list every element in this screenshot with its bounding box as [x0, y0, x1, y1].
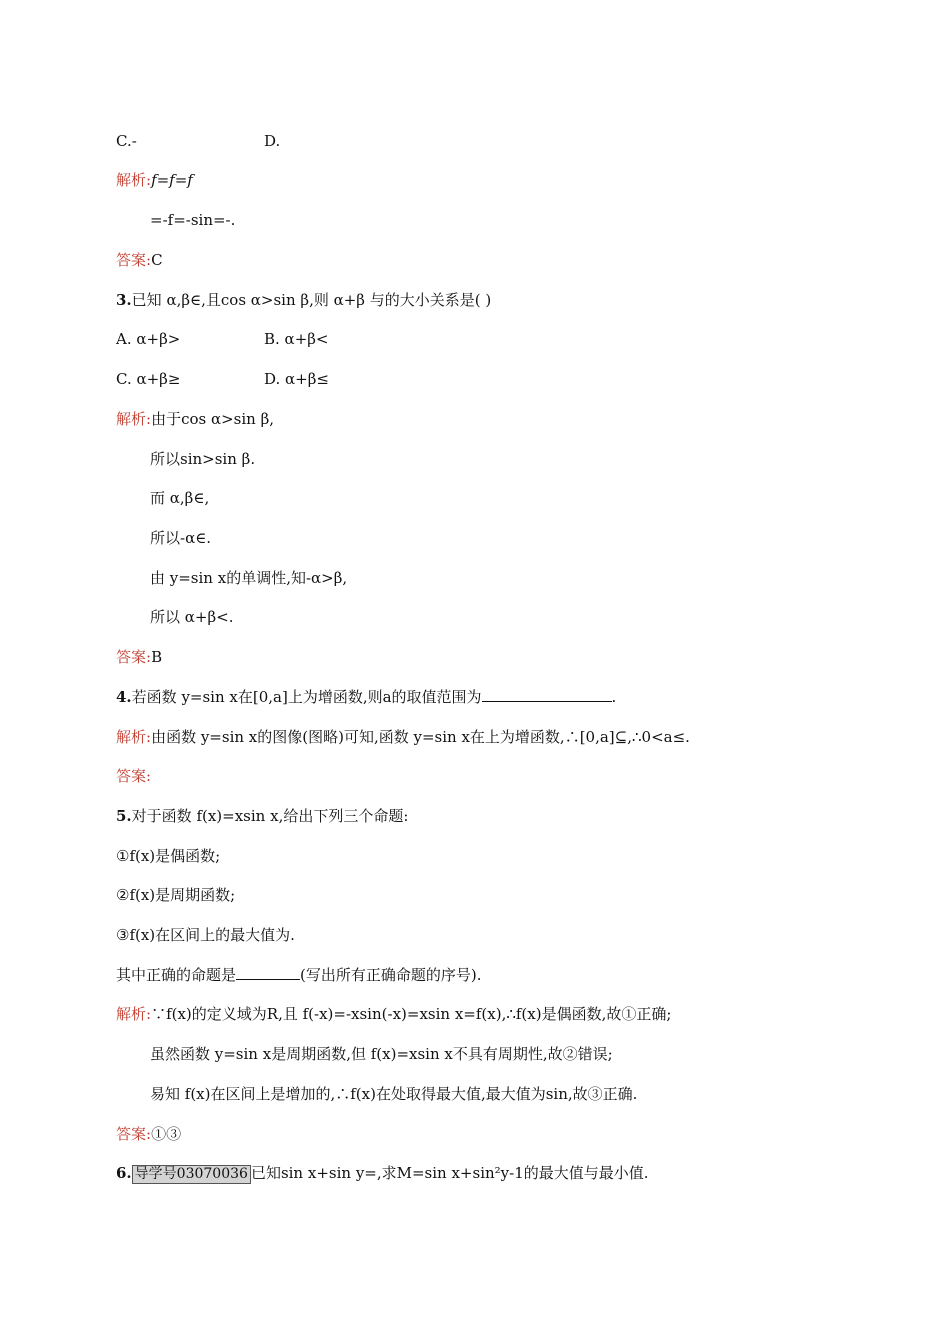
answer-label: 答案: [116, 767, 152, 785]
question-text: 已知sin x+sin y=,求M=sin x+sin²y-1的最大值与最小值. [250, 1164, 649, 1182]
ask-text: 其中正确的命题是 [116, 966, 237, 984]
analysis-label: 解析: [116, 1005, 152, 1023]
q4-analysis [116, 727, 690, 747]
ask-text-end: (写出所有正确命题的序号). [300, 966, 482, 984]
analysis-text: f=f=f [151, 171, 193, 189]
q4-answer [116, 766, 151, 786]
q5-analysis-line: 虽然函数 y=sin x是周期函数,但 f(x)=xsin x不具有周期性,故②错误; [150, 1045, 613, 1063]
analysis-text: ∵f(x)的定义域为R,且 f(-x)=-xsin(-x)=xsin x=f(x),∴f(x)是偶函数,故①正确; [151, 1005, 672, 1023]
answer-value: C [151, 251, 163, 269]
q3-option-d: D. α+β≤ [264, 370, 329, 388]
q2-option-d: D. [264, 132, 281, 150]
q5-proposition-3: ③f(x)在区间上的最大值为. [116, 926, 295, 944]
answer-blank[interactable] [236, 965, 300, 980]
answer-value: ①③ [151, 1125, 182, 1143]
analysis-label: 解析: [116, 171, 152, 189]
question-number: 6. [116, 1164, 132, 1182]
q5-analysis-line: 易知 f(x)在区间上是增加的,∴f(x)在处取得最大值,最大值为sin,故③正确. [150, 1085, 638, 1103]
answer-label: 答案: [116, 251, 152, 269]
q5-stem [116, 806, 408, 826]
question-text: 若函数 y=sin x在[0,a]上为增函数,则a的取值范围为 [131, 688, 482, 706]
q5-proposition-1: ①f(x)是偶函数; [116, 847, 221, 865]
answer-label: 答案: [116, 1125, 152, 1143]
question-number: 3. [116, 291, 132, 309]
question-text: 已知 α,β∈,且cos α>sin β,则 α+β 与的大小关系是( ) [131, 291, 492, 309]
q3-stem [116, 290, 491, 310]
q3-option-c: C. α+β≥ [116, 370, 181, 388]
q5-analysis [116, 1004, 671, 1024]
analysis-text: 由函数 y=sin x的图像(图略)可知,函数 y=sin x在上为增函数,∴[0,a]⊆,∴0<a≤. [151, 728, 690, 746]
q2-analysis-line: =-f=-sin=-. [150, 211, 236, 229]
q5-ask [116, 965, 482, 985]
q2-analysis [116, 170, 193, 190]
guide-number-badge[interactable]: 导学号03070036 [132, 1165, 251, 1184]
q3-option-b: B. α+β< [264, 330, 329, 348]
q2-answer [116, 250, 163, 270]
analysis-text: 由于cos α>sin β, [151, 410, 275, 428]
question-number: 5. [116, 807, 132, 825]
analysis-label: 解析: [116, 410, 152, 428]
answer-blank[interactable] [482, 687, 612, 702]
q3-analysis-line: 所以-α∈. [150, 529, 212, 547]
question-number: 4. [116, 688, 132, 706]
q2-option-c: C.- [116, 132, 137, 150]
answer-value: B [151, 648, 163, 666]
q5-proposition-2: ②f(x)是周期函数; [116, 886, 236, 904]
q6-stem [116, 1163, 649, 1184]
q3-analysis-line: 所以 α+β<. [150, 608, 234, 626]
question-end: . [611, 688, 617, 706]
q3-analysis-line: 由 y=sin x的单调性,知-α>β, [150, 569, 348, 587]
answer-label: 答案: [116, 648, 152, 666]
question-text: 对于函数 f(x)=xsin x,给出下列三个命题: [131, 807, 409, 825]
q3-option-a: A. α+β> [116, 330, 181, 348]
q4-stem [116, 687, 616, 707]
q5-answer [116, 1124, 181, 1144]
q3-analysis-line: 而 α,β∈, [150, 489, 210, 507]
q3-analysis [116, 409, 274, 429]
q3-answer [116, 647, 162, 667]
q3-analysis-line: 所以sin>sin β. [150, 450, 256, 468]
analysis-label: 解析: [116, 728, 152, 746]
